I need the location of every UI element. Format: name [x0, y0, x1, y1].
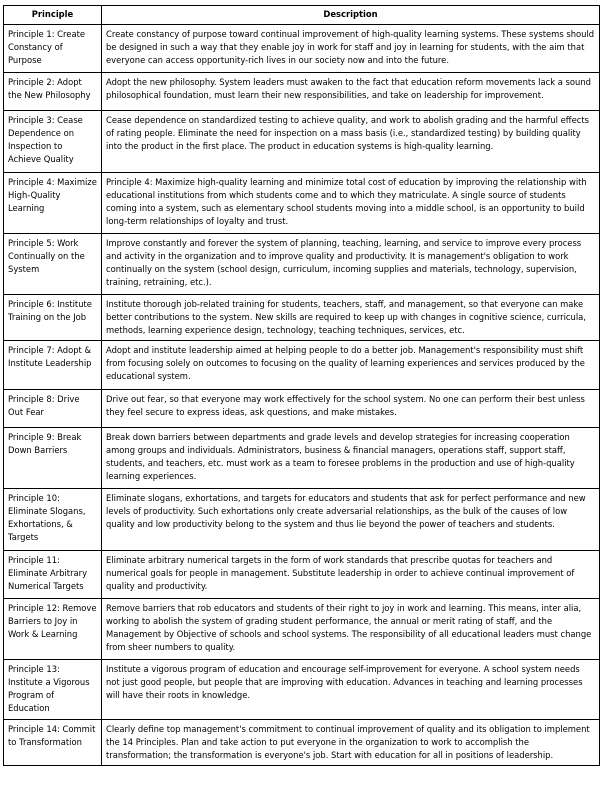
principle-cell: Principle 9: Break Down Barriers [4, 428, 102, 489]
principle-cell: Principle 12: Remove Barriers to Joy in Work & Learning [4, 599, 102, 660]
principle-cell: Principle 2: Adopt the New Philosophy [4, 73, 102, 111]
description-column-header: Description [102, 6, 600, 25]
table-row [4, 428, 600, 489]
description-cell: Principle 4: Maximize high-quality learning and minimize total cost of education by improving the relationship with educational institutions from which students come and to which they matriculate. A single source of students coming into a system, such as elementary school students moving into a middle school, is an opportunity to build long-term relationships of loyalty and trust. [102, 173, 600, 234]
description-cell: Create constancy of purpose toward continual improvement of high-quality learning systems. These systems should be designed in such a way that they enable joy in work for staff and joy in learning for students, with the aim that everyone can access opportunity-rich lives in our society now and into the future. [102, 25, 600, 73]
principle-cell: Principle 10: Eliminate Slogans, Exhortations, & Targets [4, 489, 102, 551]
description-cell: Eliminate slogans, exhortations, and targets for educators and students that ask for perfect performance and new levels of productivity. Such exhortations only create adversarial relationships, as the bulk of the causes of low quality and low productivity belong to the system and thus lie beyond the power of teachers and students. [102, 489, 600, 551]
principle-cell: Principle 13: Institute a Vigorous Program of Education [4, 660, 102, 720]
table-row [4, 551, 600, 599]
table-row [4, 489, 600, 551]
description-cell: Remove barriers that rob educators and students of their right to joy in work and learning. This means, inter alia, working to abolish the system of grading student performance, the annual or merit rating of staff, and the Management by Objective of schools and school systems. The responsibility of all educational leaders must change from sheer numbers to quality. [102, 599, 600, 660]
table-row [4, 341, 600, 390]
description-cell: Break down barriers between departments and grade levels and develop strategies for increasing cooperation among groups and individuals. Administrators, business & financial managers, operations staff, support staff, students, and teachers, etc. must work as a team to foresee problems in the production and use of high-quality learning experiences. [102, 428, 600, 489]
principle-cell: Principle 7: Adopt & Institute Leadership [4, 341, 102, 390]
principle-cell: Principle 1: Create Constancy of Purpose [4, 25, 102, 73]
description-cell: Adopt and institute leadership aimed at helping people to do a better job. Management's responsibility must shift from focusing solely on outcomes to focusing on the quality of learning experiences and services produced by the educational system. [102, 341, 600, 390]
principle-cell: Principle 3: Cease Dependence on Inspection to Achieve Quality [4, 111, 102, 173]
principle-cell: Principle 4: Maximize High-Quality Learning [4, 173, 102, 234]
table-row [4, 720, 600, 766]
table-row [4, 25, 600, 73]
table-row [4, 390, 600, 428]
description-cell: Clearly define top management's commitment to continual improvement of quality and its obligation to implement the 14 Principles. Plan and take action to put everyone in the organization to work to accomplish the transformation; the transformation is everyone's job. Start with education for all in positions of leadership. [102, 720, 600, 766]
table-header-row [4, 6, 600, 25]
table-row [4, 173, 600, 234]
principle-cell: Principle 14: Commit to Transformation [4, 720, 102, 766]
description-cell: Adopt the new philosophy. System leaders must awaken to the fact that education reform movements lack a sound philosophical foundation, must learn their new responsibilities, and take on leadership for improvement. [102, 73, 600, 111]
table-row [4, 111, 600, 173]
principle-cell: Principle 11: Eliminate Arbitrary Numerical Targets [4, 551, 102, 599]
description-cell: Institute a vigorous program of education and encourage self-improvement for everyone. A school system needs not just good people, but people that are improving with education. Advances in teaching and learning processes will have their roots in knowledge. [102, 660, 600, 720]
document-page [3, 5, 599, 766]
principle-cell: Principle 8: Drive Out Fear [4, 390, 102, 428]
table-row [4, 234, 600, 295]
principle-column-header: Principle [4, 6, 102, 25]
table-row [4, 660, 600, 720]
description-cell: Drive out fear, so that everyone may work effectively for the school system. No one can perform their best unless they feel secure to express ideas, ask questions, and make mistakes. [102, 390, 600, 428]
description-cell: Improve constantly and forever the system of planning, teaching, learning, and service to improve every process and activity in the organization and to improve quality and productivity. It is management's obligation to work continually on the system (school design, curriculum, incoming supplies and materials, technology, supervision, training, retraining, etc.). [102, 234, 600, 295]
table-row [4, 73, 600, 111]
principles-table [3, 5, 600, 766]
principle-cell: Principle 6: Institute Training on the Job [4, 295, 102, 341]
description-cell: Eliminate arbitrary numerical targets in the form of work standards that prescribe quotas for teachers and numerical goals for people in management. Substitute leadership in order to achieve continual improvement of quality and productivity. [102, 551, 600, 599]
table-row [4, 295, 600, 341]
principle-cell: Principle 5: Work Continually on the System [4, 234, 102, 295]
description-cell: Institute thorough job-related training for students, teachers, staff, and management, so that everyone can make better contributions to the system. New skills are required to keep up with changes in cognitive science, curricula, methods, learning experience design, technology, teaching techniques, services, etc. [102, 295, 600, 341]
table-row [4, 599, 600, 660]
description-cell: Cease dependence on standardized testing to achieve quality, and work to abolish grading and the harmful effects of rating people. Eliminate the need for inspection on a mass basis (i.e., standardized testing) by building quality into the product in the first place. The product in education systems is high-quality learning. [102, 111, 600, 173]
